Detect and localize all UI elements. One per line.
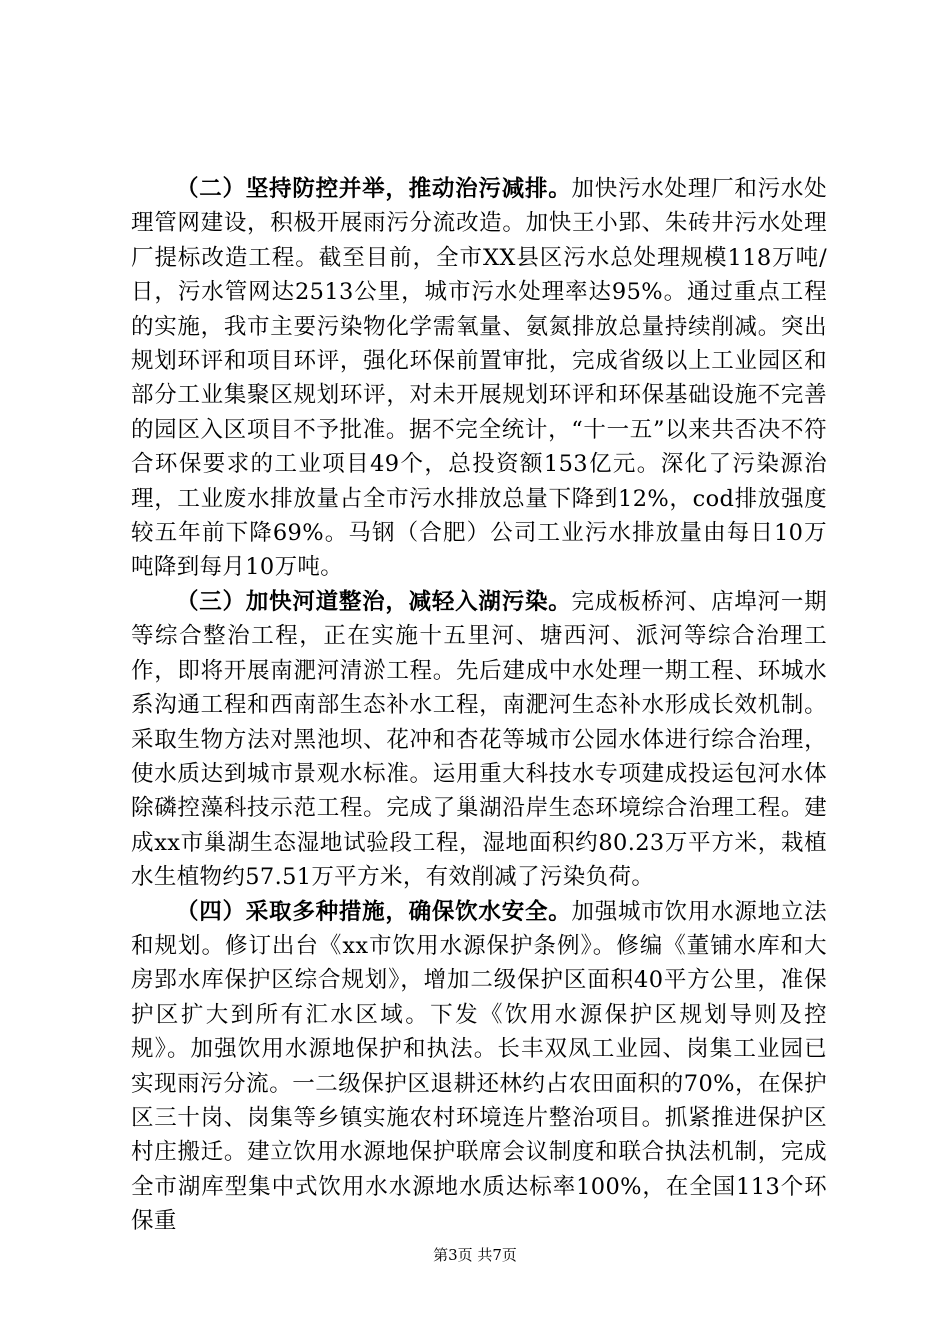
paragraph-river-remediation (131, 585, 827, 895)
paragraph-text: 加快污水处理厂和污水处理管网建设，积极开展雨污分流改造。加快王小郢、朱砖井污水处理厂提标改造工程。截至目前，全市XX县区污水总处理规模118万吨/日，污水管网达2513公里，城市污水处理率达95%。通过重点工程的实施，我市主要污染物化学需氧量、氨氮排放总量持续削减。突出规划环评和项目环评，强化环保前置审批，完成省级以上工业园区和部分工业集聚区规划环评，对未开展规划环评和环保基础设施不完善的园区入区项目不予批准。据不完全统计，“十一五”以来共否决不符合环保要求的工业项目49个，总投资额153亿元。深化了污染源治理，工业废水排放量占全市污水排放总量下降到12%，cod排放强度较五年前下降69%。马钢（合肥）公司工业污水排放量由每日10万吨降到每月10万吨。 (131, 176, 827, 581)
document-body (131, 172, 827, 1239)
paragraph-pollution-reduction (131, 172, 827, 585)
paragraph-heading: （二）坚持防控并举，推动治污减排。 (176, 176, 572, 202)
paragraph-heading: （三）加快河道整治，减轻入湖污染。 (176, 588, 572, 615)
paragraph-text: 加强城市饮用水源地立法和规划。修订出台《xx市饮用水源保护条例》。修编《董铺水库和大房郢水库保护区综合规划》，增加二级保护区面积40平方公里，准保护区扩大到所有汇水区域。下发《饮用水源保护区规划导则及控规》。加强饮用水源地保护和执法。长丰双凤工业园、岗集工业园已实现雨污分流。一二级保护区退耕还林约占农田面积的70%，在保护区三十岗、岗集等乡镇实施农村环境连片整治项目。抓紧推进保护区村庄搬迁。建立饮用水源地保护联席会议制度和联合执法机制，完成全市湖库型集中式饮用水水源地水质达标率100%，在全国113个环保重 (131, 898, 827, 1235)
paragraph-text: 完成板桥河、店埠河一期等综合整治工程，正在实施十五里河、塘西河、派河等综合治理工作，即将开展南淝河清淤工程。先后建成中水处理一期工程、环城水系沟通工程和西南部生态补水工程，南淝河生态补水形成长效机制。采取生物方法对黑池坝、花冲和杏花等城市公园水体进行综合治理，使水质达到城市景观水标准。运用重大科技水专项建成投运包河水体除磷控藻科技示范工程。完成了巢湖沿岸生态环境综合治理工程。建成xx市巢湖生态湿地试验段工程，湿地面积约80.23万平方米，栽植水生植物约57.51万平方米，有效削减了污染负荷。 (131, 588, 827, 891)
page-number-footer: 第3页 共7页 (433, 1246, 517, 1264)
paragraph-drinking-water-safety (131, 895, 827, 1239)
paragraph-heading: （四）采取多种措施，确保饮水安全。 (176, 898, 572, 925)
